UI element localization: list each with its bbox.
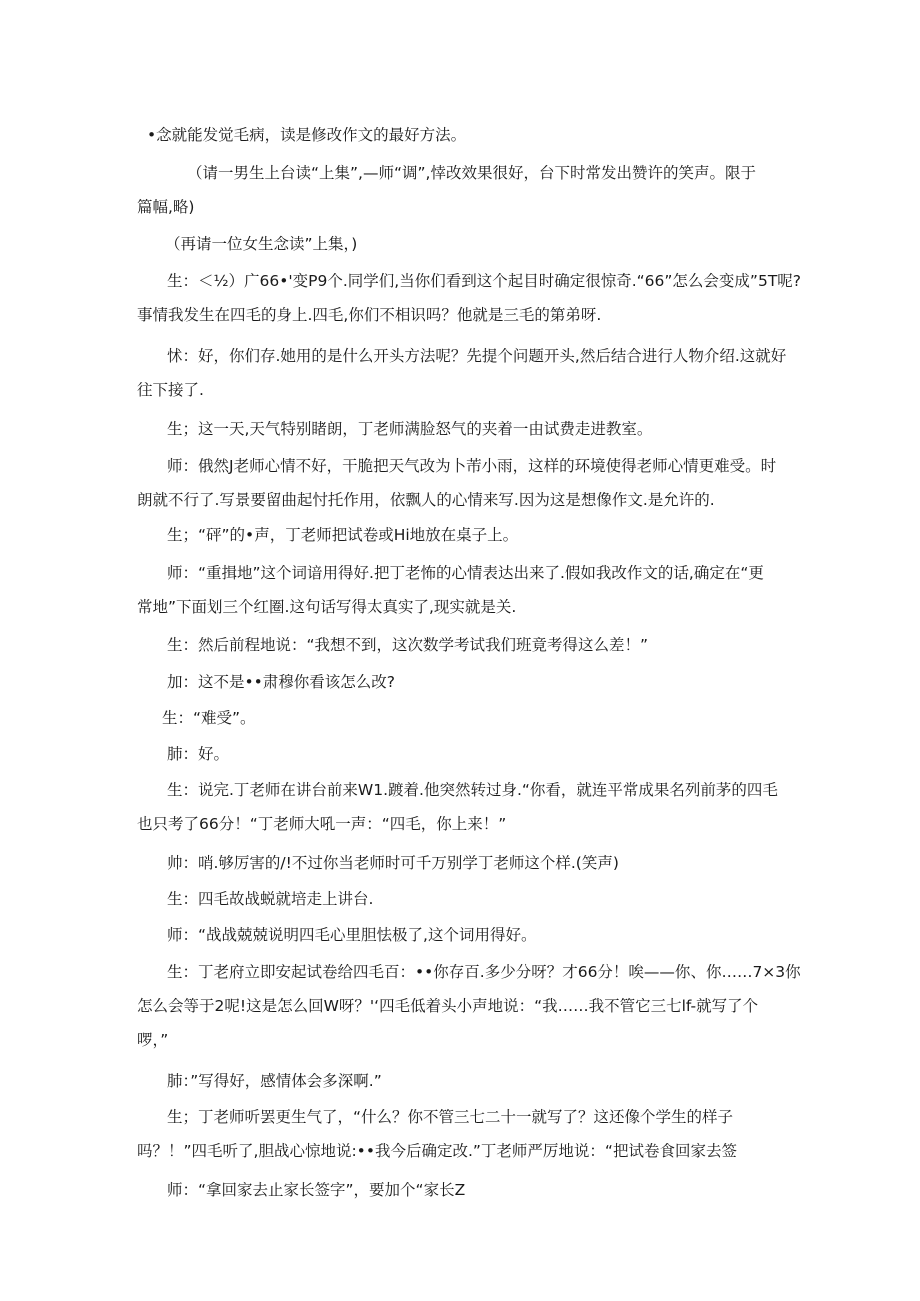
- paragraph-7: [137, 449, 787, 517]
- paragraph-4: [137, 264, 802, 332]
- text-line: 生：“难受”。: [162, 709, 256, 727]
- text-line: 加：这不是••肃穆你看该怎么改?: [167, 673, 396, 691]
- text-line: 吗？！”四毛听了,胆战心惊地说:••我今后确定改.”丁老师严厉地说：“把试卷食回家去签: [137, 1142, 737, 1160]
- text-line: 师：“拿回家去止家长签字”，要加个“家长Z: [167, 1181, 466, 1199]
- text-line: 生：四毛故战蜕就培走上讲台.: [167, 890, 374, 908]
- paragraph-11: [167, 665, 817, 699]
- paragraph-17: [167, 918, 817, 952]
- text-line: 生：然后前程地说：“我想不到，这次数学考试我们班竟考得这么差！”: [167, 636, 649, 654]
- text-line: 往下接了.: [137, 381, 204, 399]
- text-line: 生；丁老师听罢更生气了，“什么？你不管三七二十一就写了？这还像个学生的样子: [167, 1108, 734, 1126]
- text-line: 生：＜½）广66•'变P9个.同学们,当你们看到这个起目时确定很惊奇.“66”怎么会变成”5T呢?: [167, 272, 802, 290]
- paragraph-16: [167, 882, 817, 916]
- paragraph-12: [162, 701, 812, 735]
- paragraph-6: [167, 412, 817, 446]
- text-line: 师：俄然J老师心情不好，干脆把天气改为卜芾小雨，这样的环境使得老师心情更难受。时: [167, 457, 777, 475]
- paragraph-14: [137, 773, 787, 841]
- paragraph-5: [137, 339, 787, 407]
- text-line: （再请一位女生念读”上集，): [165, 235, 358, 253]
- text-line: 朗就不行了.写景要留曲起忖托作用，依飘人的心情来写.因为这是想像作文.是允许的.: [137, 491, 715, 509]
- paragraph-21: [167, 1173, 817, 1207]
- paragraph-3: [165, 227, 815, 261]
- paragraph-2: [137, 156, 787, 224]
- text-line: 肺：”写得好，感情体会多深啊.”: [167, 1072, 382, 1090]
- paragraph-9: [137, 556, 787, 624]
- text-line: 生：丁老府立即安起试卷给四毛百：••你存百.多少分呀？才66分！唉——你、你……7×3你: [167, 963, 801, 981]
- text-line: 事情我发生在四毛的身上.四毛,你们不相识吗？他就是三毛的第弟呀.: [137, 306, 602, 324]
- text-line: 篇幅,略): [137, 198, 195, 216]
- paragraph-15: [167, 846, 817, 880]
- text-line: 生：说完.丁老师在讲台前来W1.踱着.他突然转过身.“你看，就连平常成果名列前茅的四毛: [167, 781, 778, 799]
- paragraph-18: [137, 955, 801, 1057]
- text-line: 也只考了66分！“丁老师大吼一声：“四毛，你上来！”: [137, 815, 507, 833]
- paragraph-13: [167, 737, 817, 771]
- text-line: •念就能发觉毛病，读是修改作文的最好方法。: [147, 126, 467, 144]
- text-line: （请一男生上台读“上集”,—师“调”,悻改效果很好，台下时常发出赞许的笑声。限于: [187, 164, 756, 182]
- text-line: 肺：好。: [167, 745, 230, 763]
- text-line: 生；“砰”的•声，丁老师把试卷或Hi地放在桌子上。: [167, 526, 519, 544]
- text-line: 啰，”: [137, 1031, 169, 1049]
- paragraph-20: [137, 1100, 787, 1168]
- text-line: 师：“重揖地”这个词谙用得好.把丁老怖的心情表达出来了.假如我改作文的话,确定在“更: [167, 564, 764, 582]
- text-line: 怎么会等于2呢!这是怎么回W呀？'‘四毛低着头小声地说：“我……我不管它三七lf-就写了个: [137, 997, 759, 1015]
- text-line: 怵：好，你们存.她用的是什么开头方法呢？先提个问题开头,然后结合进行人物介绍.这就好: [167, 347, 787, 365]
- paragraph-10: [167, 628, 817, 662]
- text-line: 常地”下面划三个红圈.这句话写得太真实了,现实就是关.: [137, 598, 517, 616]
- paragraph-1: [147, 118, 797, 152]
- text-line: 生；这一天,天气特别睹朗，丁老师满脸怒气的夹着一由试费走进教室。: [167, 420, 653, 438]
- text-line: 帅：哨.够厉害的/!不过你当老师时可千万别学丁老师这个样.(笑声): [167, 854, 619, 872]
- paragraph-19: [167, 1064, 817, 1098]
- text-line: 师：“战战兢兢说明四毛心里胆怯极了,这个词用得好。: [167, 926, 537, 944]
- paragraph-8: [167, 518, 817, 552]
